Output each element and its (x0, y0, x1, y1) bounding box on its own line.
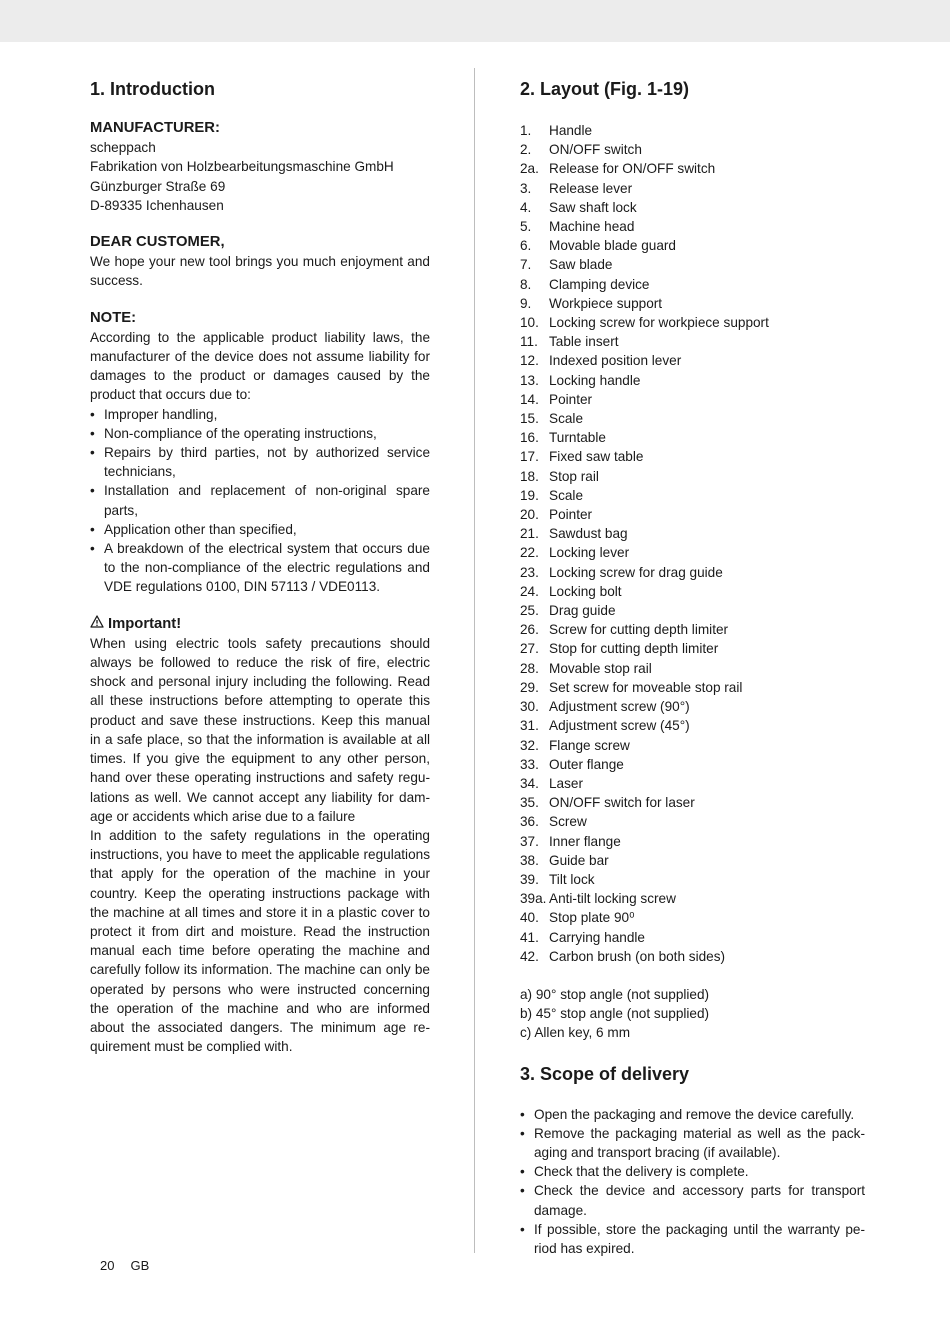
layout-item-number: 2a. (520, 161, 539, 177)
layout-item (520, 179, 865, 198)
note-heading: NOTE: (90, 309, 137, 326)
layout-item (520, 332, 865, 351)
layout-item-label: ON/OFF switch for laser (549, 795, 695, 811)
layout-item (520, 505, 865, 524)
note-bullet (90, 443, 430, 481)
layout-item-label: Movable stop rail (549, 660, 652, 676)
layout-item-number: 36. (520, 814, 539, 830)
manufacturer-address (90, 138, 430, 215)
note-bullet (90, 424, 430, 443)
layout-item-label: Anti-tilt locking screw (549, 891, 676, 907)
layout-item-number: 14. (520, 391, 539, 407)
layout-item-label: Machine head (549, 219, 635, 235)
top-bar (0, 0, 950, 42)
layout-item-label: Saw shaft lock (549, 199, 637, 215)
left-column (90, 78, 430, 1056)
right-column (520, 78, 865, 1258)
layout-parts-list (520, 121, 865, 966)
layout-item-number: 15. (520, 411, 539, 427)
scope-bullet (520, 1162, 865, 1181)
layout-item-number: 32. (520, 737, 539, 753)
layout-item-label: Set screw for moveable stop rail (549, 679, 743, 695)
accessory-item: a) 90° stop angle (not supplied) (520, 986, 710, 1002)
layout-item (520, 832, 865, 851)
layout-item-number: 29. (520, 679, 539, 695)
layout-item-label: Stop plate 90⁰ (549, 910, 635, 926)
layout-item-number: 25. (520, 603, 539, 619)
layout-item-label: Locking handle (549, 372, 641, 388)
layout-item-label: Tilt lock (549, 871, 595, 887)
accessory-list (520, 985, 865, 1043)
layout-item (520, 908, 865, 927)
layout-item (520, 217, 865, 236)
layout-item-label: Movable blade guard (549, 238, 676, 254)
layout-item (520, 755, 865, 774)
bullet-dot: • (90, 406, 95, 422)
layout-item-number: 24. (520, 583, 539, 599)
layout-item (520, 870, 865, 889)
layout-item (520, 697, 865, 716)
manufacturer-line: D-89335 Ichenhausen (90, 197, 224, 213)
layout-item-label: Carbon brush (on both sides) (549, 948, 726, 964)
layout-item (520, 159, 865, 178)
layout-item (520, 639, 865, 658)
layout-item-label: Stop for cutting depth limiter (549, 641, 719, 657)
layout-item-number: 6. (520, 238, 532, 254)
layout-item (520, 294, 865, 313)
note-bullet-text: Improper handling, (104, 406, 218, 422)
layout-item (520, 121, 865, 140)
layout-item-label: Laser (549, 775, 584, 791)
note-text: According to the applicable product liability laws, the manufacturer of the device does not assume liability for damages to the product or damages caused by the product that occurs due to: (90, 329, 430, 403)
layout-item-label: Locking screw for workpiece support (549, 315, 769, 331)
layout-item (520, 793, 865, 812)
bullet-dot: • (90, 483, 95, 499)
important-paragraph: In addition to the safety regulations in the operating instructions, you have to meet the applicable regulations that apply for the operation of the machine in your country. Keep the operating instructions package with the machine at all times and store it in a plastic cover to protect it from dirt and moisture. Read the instruction manual each time before operating the machine and carefully follow its information. The machine can only be operated by persons who were instructed concerning the operation of the machine and who are informed about the associated dangers. The minimum age requirement must be complied with. (90, 827, 430, 1055)
layout-item-number: 11. (520, 334, 538, 350)
layout-item-number: 12. (520, 353, 539, 369)
language-code: GB (130, 1258, 150, 1273)
layout-item-number: 42. (520, 948, 539, 964)
layout-item-label: Release lever (549, 180, 633, 196)
layout-item (520, 736, 865, 755)
scope-bullet-text: If possible, store the packaging until the warranty period has expired. (534, 1221, 865, 1256)
note-bullet (90, 539, 430, 597)
layout-item-label: Drag guide (549, 603, 616, 619)
layout-item-number: 13. (520, 372, 539, 388)
note-bullet-list (90, 405, 430, 597)
layout-item-label: Turntable (549, 430, 606, 446)
layout-item (520, 447, 865, 466)
layout-item (520, 678, 865, 697)
note-bullet-text: Application other than specified, (104, 521, 297, 537)
layout-item (520, 524, 865, 543)
scope-bullet (520, 1124, 865, 1162)
layout-item-number: 38. (520, 852, 539, 868)
bullet-dot: • (90, 541, 95, 557)
page-number: 20 (100, 1258, 115, 1273)
scope-bullet-list (520, 1105, 865, 1259)
layout-item-label: ON/OFF switch (549, 142, 642, 158)
bullet-dot: • (520, 1125, 525, 1141)
layout-item-label: Guide bar (549, 852, 609, 868)
layout-item-label: Outer flange (549, 756, 624, 772)
scope-bullet (520, 1220, 865, 1258)
layout-item-number: 37. (520, 833, 539, 849)
scope-bullet-text: Remove the packaging material as well as the packaging and transport bracing (if available). (534, 1125, 865, 1160)
layout-item-label: Locking lever (549, 545, 630, 561)
warning-triangle-icon (90, 615, 104, 634)
layout-item (520, 371, 865, 390)
layout-item-number: 20. (520, 507, 539, 523)
layout-item-number: 3. (520, 180, 532, 196)
note-bullet (90, 405, 430, 424)
important-heading-text: Important! (108, 615, 182, 632)
layout-item (520, 351, 865, 370)
layout-item-label: Saw blade (549, 257, 613, 273)
bullet-dot: • (90, 521, 95, 537)
layout-item-number: 41. (520, 929, 539, 945)
layout-item-label: Inner flange (549, 833, 621, 849)
layout-item (520, 313, 865, 332)
layout-item (520, 889, 865, 908)
layout-item (520, 563, 865, 582)
note-bullet-text: Installation and replacement of non-original spare parts, (104, 483, 430, 518)
layout-item (520, 659, 865, 678)
layout-item-label: Stop rail (549, 468, 599, 484)
bullet-dot: • (520, 1183, 525, 1199)
layout-item-label: Release for ON/OFF switch (549, 161, 716, 177)
scope-bullet (520, 1105, 865, 1124)
layout-item (520, 275, 865, 294)
layout-item-number: 26. (520, 622, 539, 638)
note-bullet (90, 481, 430, 519)
layout-item-number: 22. (520, 545, 539, 561)
layout-item-label: Scale (549, 411, 584, 427)
scope-bullet-text: Check that the delivery is complete. (534, 1164, 749, 1180)
bullet-dot: • (520, 1106, 525, 1122)
layout-item-label: Adjustment screw (90°) (549, 699, 690, 715)
layout-item-number: 28. (520, 660, 539, 676)
layout-item-label: Clamping device (549, 276, 650, 292)
scope-heading: 3. Scope of delivery (520, 1063, 690, 1084)
layout-item-number: 1. (520, 123, 532, 138)
important-heading (90, 615, 430, 634)
layout-item-label: Locking screw for drag guide (549, 564, 723, 580)
bullet-dot: • (520, 1221, 525, 1237)
layout-item (520, 140, 865, 159)
manufacturer-line: scheppach (90, 140, 156, 156)
layout-item-label: Pointer (549, 507, 593, 523)
note-bullet-text: A breakdown of the electrical system that occurs due to the non-compliance of the electric regulations and VDE regulations 0100, DIN 57113 / VDE0113. (104, 541, 430, 595)
layout-item-number: 17. (520, 449, 539, 465)
layout-item (520, 774, 865, 793)
layout-item (520, 812, 865, 831)
layout-item (520, 601, 865, 620)
scope-bullet (520, 1181, 865, 1219)
layout-item-number: 39. (520, 871, 539, 887)
layout-item-number: 33. (520, 756, 539, 772)
layout-item (520, 620, 865, 639)
scope-bullet-text: Check the device and accessory parts for transport damage. (534, 1183, 865, 1218)
customer-heading: DEAR CUSTOMER, (90, 234, 225, 251)
accessory-item: b) 45° stop angle (not supplied) (520, 1006, 710, 1022)
layout-item (520, 428, 865, 447)
note-bullet-text: Repairs by third parties, not by authorized service technicians, (104, 445, 430, 480)
manufacturer-line: Günzburger Straße 69 (90, 178, 226, 194)
layout-item-number: 8. (520, 276, 532, 292)
layout-item (520, 198, 865, 217)
layout-item (520, 409, 865, 428)
layout-item (520, 582, 865, 601)
layout-item-number: 27. (520, 641, 539, 657)
layout-item (520, 543, 865, 562)
intro-heading: 1. Introduction (90, 79, 215, 99)
layout-item-number: 40. (520, 910, 539, 926)
accessory-item: c) Allen key, 6 mm (520, 1025, 631, 1041)
layout-item (520, 851, 865, 870)
layout-item-label: Carrying handle (549, 929, 645, 945)
customer-text: We hope your new tool brings you much enjoyment and success. (90, 254, 430, 289)
layout-heading: 2. Layout (Fig. 1-19) (520, 79, 690, 99)
bullet-dot: • (90, 445, 95, 461)
layout-item-label: Adjustment screw (45°) (549, 718, 690, 734)
bullet-dot: • (520, 1164, 525, 1180)
layout-item-number: 23. (520, 564, 539, 580)
layout-item-number: 34. (520, 775, 539, 791)
layout-item-label: Workpiece support (549, 295, 663, 311)
note-bullet (90, 520, 430, 539)
layout-item-number: 18. (520, 468, 539, 484)
layout-item (520, 716, 865, 735)
layout-item-label: Flange screw (549, 737, 630, 753)
layout-item (520, 486, 865, 505)
manufacturer-line: Fabrikation von Holzbearbeitungsmaschine GmbH (90, 159, 394, 175)
layout-item-label: Scale (549, 487, 584, 503)
layout-item-number: 4. (520, 199, 532, 215)
layout-item-number: 2. (520, 142, 532, 158)
layout-item (520, 928, 865, 947)
layout-item (520, 467, 865, 486)
layout-item-number: 31. (520, 718, 539, 734)
bullet-dot: • (90, 425, 95, 441)
layout-item-label: Fixed saw table (549, 449, 644, 465)
page-footer (100, 1257, 165, 1275)
layout-item-label: Screw (549, 814, 587, 830)
layout-item-label: Table insert (549, 334, 619, 350)
layout-item (520, 236, 865, 255)
layout-item-number: 30. (520, 699, 539, 715)
layout-item-label: Pointer (549, 391, 593, 407)
layout-item-number: 35. (520, 795, 539, 811)
manufacturer-heading: MANUFACTURER: (90, 120, 220, 136)
layout-item-number: 39a. (520, 891, 547, 907)
column-divider (474, 68, 475, 1253)
layout-item-label: Locking bolt (549, 583, 622, 599)
layout-item (520, 255, 865, 274)
important-paragraph: When using electric tools safety precautions should always be followed to reduce the risk of fire, electric shock and personal injury including the following. Read all these instructions before attempting to operate this product and save these instructions. Keep this manual in a safe place, so that the information is available at all times. If you give the equipment to any other person, hand over these operating instructions and safety regulations as well. We cannot accept any liability for damage or accidents which arise due to a failure (90, 635, 430, 824)
layout-item-number: 19. (520, 487, 539, 503)
layout-item (520, 390, 865, 409)
note-bullet-text: Non-compliance of the operating instructions, (104, 425, 377, 441)
layout-item-number: 10. (520, 315, 539, 331)
layout-item-label: Screw for cutting depth limiter (549, 622, 729, 638)
layout-item-number: 7. (520, 257, 532, 273)
layout-item (520, 947, 865, 966)
scope-bullet-text: Open the packaging and remove the device carefully. (534, 1106, 855, 1122)
layout-item-number: 5. (520, 219, 532, 235)
layout-item-number: 9. (520, 295, 532, 311)
layout-item-label: Handle (549, 123, 593, 138)
layout-item-number: 21. (520, 526, 539, 542)
layout-item-number: 16. (520, 430, 539, 446)
layout-item-label: Indexed position lever (549, 353, 682, 369)
layout-item-label: Sawdust bag (549, 526, 628, 542)
